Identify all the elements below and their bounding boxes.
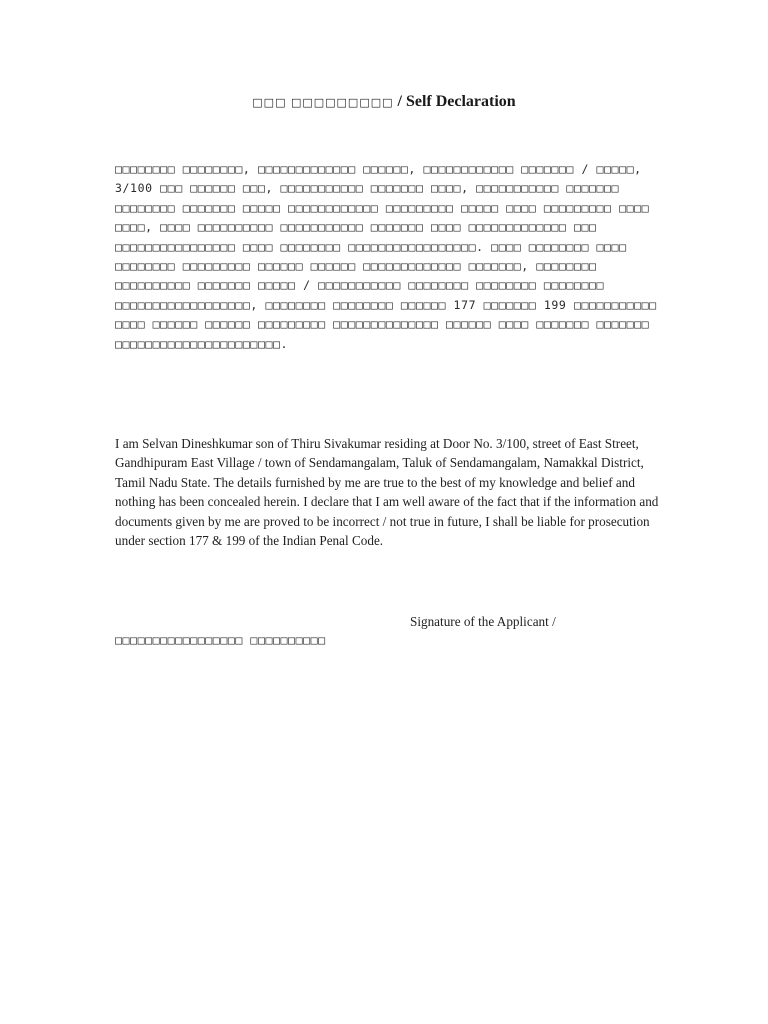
title-english: Self Declaration — [405, 93, 516, 110]
signature-label-english: Signature of the Applicant / — [410, 614, 556, 629]
declaration-paragraph-tamil: □□□□□□□□ □□□□□□□□, □□□□□□□□□□□□□ □□□□□□, □□□□□□□□□□□□ □□□□□□□ / □□□□□, 3/100 □□□ □□□□□□ □□□, □□□□□□□□□□□ □□□□□□□ □□□□, □□□□□□□□□□□ □□□□□□□ □□□□□□□□ □□□□□□□ □□□□□ □□□□□□□□□□□□ □□□□□□□□□ □□□□□ □□□□ □□□□□□□□□ □□□□ □□□□, □□□□ □□□□□□□□□□ □□□□□□□□□□□ □□□□□□□ □□□□ □□□□□□□□□□□□□ □□□ □□□□□□□□□□□□□□□□ □□□□ □□□□□□□□ □□□□□□□□□□□□□□□□□. □□□□ □□□□□□□□ □□□□ □□□□□□□□ □□□□□□□□□ □□□□□□ □□□□□□ □□□□□□□□□□□□□ □□□□□□□, □□□□□□□□ □□□□□□□□□□ □□□□□□□ □□□□□ / □□□□□□□□□□□ □□□□□□□□ □□□□□□□□ □□□□□□□□ □□□□□□□□□□□□□□□□□□, □□□□□□□□ □□□□□□□□ □□□□□□ 177 □□□□□□□ 199 □□□□□□□□□□□ □□□□ □□□□□□ □□□□□□ □□□□□□□□□ □□□□□□□□□□□□□□ □□□□□□ □□□□ □□□□□□□ □□□□□□□ □□□□□□□□□□□□□□□□□□□□□□. — [115, 162, 657, 351]
title-separator: / — [393, 93, 406, 110]
declaration-paragraph-english: I am Selvan Dineshkumar son of Thiru Sivakumar residing at Door No. 3/100, street of East Street, Gandhipuram East Village / town of Sendamangalam, Taluk of Sendamangalam, Namakkal District, Tamil Nadu State. The details furnished by me are true to the best of my knowledge and belief and nothing has been concealed herein. I declare that I am well aware of the fact that if the information and documents given by me are proved to be incorrect / not true in future, I shall be liable for prosecution under section 177 & 199 of the Indian Penal Code. — [115, 436, 659, 549]
title-tamil: □□□ □□□□□□□□□ — [252, 96, 394, 109]
signature-label-tamil: □□□□□□□□□□□□□□□□□ □□□□□□□□□□ — [115, 633, 326, 647]
page-title — [0, 93, 768, 111]
